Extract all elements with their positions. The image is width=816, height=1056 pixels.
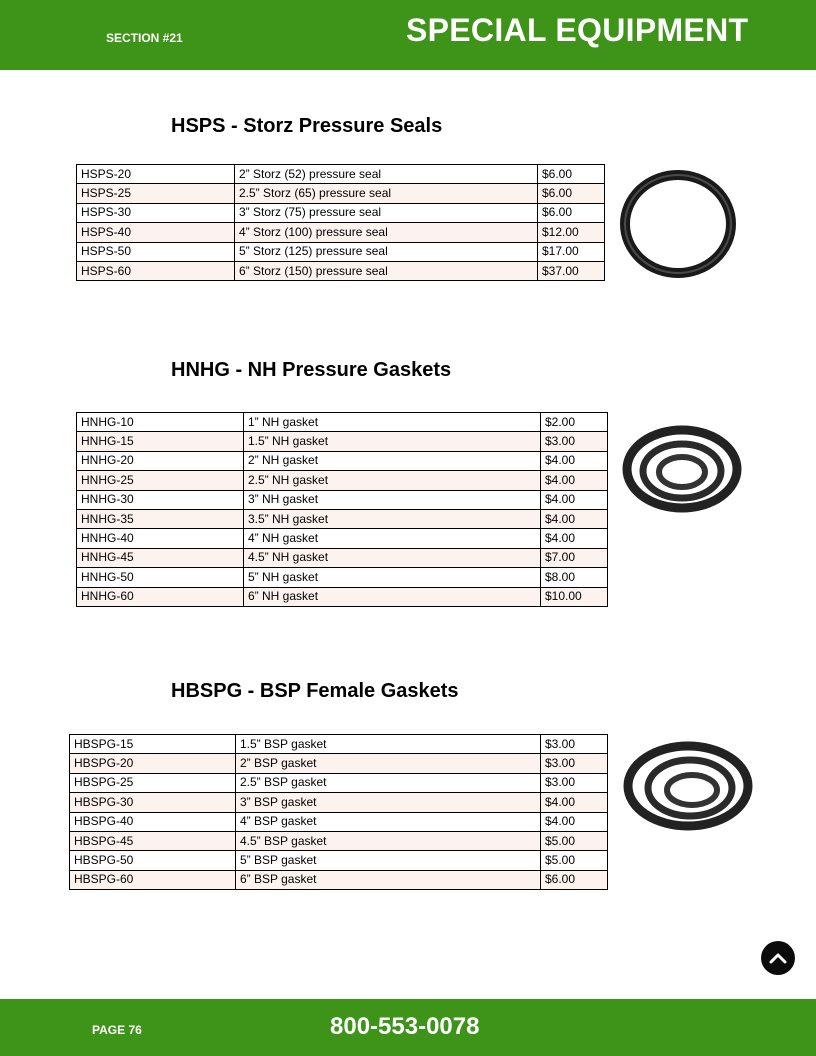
chevron-up-icon bbox=[769, 952, 787, 964]
table-row bbox=[70, 754, 608, 773]
product-code-cell: HNHG-60 bbox=[77, 587, 244, 606]
description-cell: 1.5” BSP gasket bbox=[236, 735, 541, 754]
price-cell: $5.00 bbox=[541, 851, 608, 870]
price-cell: $8.00 bbox=[541, 568, 608, 587]
price-cell: $2.00 bbox=[541, 413, 608, 432]
price-cell: $17.00 bbox=[538, 242, 605, 261]
price-cell: $4.00 bbox=[541, 471, 608, 490]
price-cell: $5.00 bbox=[541, 831, 608, 850]
description-cell: 6” NH gasket bbox=[244, 587, 541, 606]
product-code-cell: HBSPG-15 bbox=[70, 735, 236, 754]
price-cell: $7.00 bbox=[541, 548, 608, 567]
product-code-cell: HBSPG-50 bbox=[70, 851, 236, 870]
description-cell: 2” NH gasket bbox=[244, 451, 541, 470]
product-code-cell: HSPS-30 bbox=[77, 203, 235, 222]
price-table-body bbox=[77, 165, 605, 281]
page-number: PAGE 76 bbox=[92, 1023, 142, 1037]
product-code-cell: HBSPG-20 bbox=[70, 754, 236, 773]
description-cell: 2” BSP gasket bbox=[236, 754, 541, 773]
price-cell: $6.00 bbox=[541, 870, 608, 889]
price-cell: $3.00 bbox=[541, 432, 608, 451]
page-footer bbox=[0, 999, 816, 1056]
table-row bbox=[70, 793, 608, 812]
table-row bbox=[77, 261, 605, 280]
description-cell: 5” NH gasket bbox=[244, 568, 541, 587]
table-row bbox=[77, 587, 608, 606]
description-cell: 2” Storz (52) pressure seal bbox=[235, 165, 538, 184]
product-code-cell: HBSPG-30 bbox=[70, 793, 236, 812]
description-cell: 1” NH gasket bbox=[244, 413, 541, 432]
price-table-hbspg bbox=[69, 734, 608, 890]
table-row bbox=[70, 851, 608, 870]
table-row bbox=[77, 509, 608, 528]
page-header bbox=[0, 0, 816, 70]
product-code-cell: HNHG-50 bbox=[77, 568, 244, 587]
table-row bbox=[77, 413, 608, 432]
description-cell: 3” NH gasket bbox=[244, 490, 541, 509]
description-cell: 4” NH gasket bbox=[244, 529, 541, 548]
price-cell: $6.00 bbox=[538, 165, 605, 184]
product-code-cell: HBSPG-60 bbox=[70, 870, 236, 889]
section-number: SECTION #21 bbox=[106, 31, 183, 45]
product-code-cell: HNHG-20 bbox=[77, 451, 244, 470]
description-cell: 4” BSP gasket bbox=[236, 812, 541, 831]
product-code-cell: HSPS-40 bbox=[77, 223, 235, 242]
storz-seal-image bbox=[616, 164, 740, 280]
product-code-cell: HNHG-45 bbox=[77, 548, 244, 567]
page-title: SPECIAL EQUIPMENT bbox=[406, 12, 749, 48]
product-code-cell: HBSPG-25 bbox=[70, 773, 236, 792]
product-code-cell: HNHG-30 bbox=[77, 490, 244, 509]
table-row bbox=[70, 870, 608, 889]
table-row bbox=[77, 451, 608, 470]
description-cell: 4.5” BSP gasket bbox=[236, 831, 541, 850]
product-code-cell: HNHG-15 bbox=[77, 432, 244, 451]
price-cell: $6.00 bbox=[538, 184, 605, 203]
description-cell: 2.5” Storz (65) pressure seal bbox=[235, 184, 538, 203]
price-cell: $3.00 bbox=[541, 754, 608, 773]
table-row bbox=[77, 203, 605, 222]
price-cell: $12.00 bbox=[538, 223, 605, 242]
product-code-cell: HSPS-25 bbox=[77, 184, 235, 203]
product-code-cell: HBSPG-40 bbox=[70, 812, 236, 831]
table-row bbox=[70, 831, 608, 850]
product-code-cell: HNHG-40 bbox=[77, 529, 244, 548]
price-table-body bbox=[77, 413, 608, 607]
price-cell: $4.00 bbox=[541, 812, 608, 831]
description-cell: 5” Storz (125) pressure seal bbox=[235, 242, 538, 261]
product-code-cell: HSPS-60 bbox=[77, 261, 235, 280]
table-row bbox=[77, 432, 608, 451]
price-table-body bbox=[70, 735, 608, 890]
section-title-hnhg: HNHG - NH Pressure Gaskets bbox=[171, 359, 452, 381]
product-code-cell: HSPS-50 bbox=[77, 242, 235, 261]
price-cell: $4.00 bbox=[541, 529, 608, 548]
description-cell: 1.5” NH gasket bbox=[244, 432, 541, 451]
price-cell: $6.00 bbox=[538, 203, 605, 222]
table-row bbox=[77, 490, 608, 509]
price-cell: $3.00 bbox=[541, 735, 608, 754]
price-cell: $4.00 bbox=[541, 793, 608, 812]
product-code-cell: HNHG-35 bbox=[77, 509, 244, 528]
table-row bbox=[70, 735, 608, 754]
table-row bbox=[77, 548, 608, 567]
scroll-to-top-button[interactable] bbox=[761, 941, 795, 975]
bsp-gasket-image bbox=[622, 738, 756, 834]
phone-number[interactable]: 800-553-0078 bbox=[330, 1013, 480, 1040]
table-row bbox=[77, 529, 608, 548]
product-code-cell: HBSPG-45 bbox=[70, 831, 236, 850]
description-cell: 4.5” NH gasket bbox=[244, 548, 541, 567]
price-cell: $10.00 bbox=[541, 587, 608, 606]
description-cell: 3” BSP gasket bbox=[236, 793, 541, 812]
table-row bbox=[77, 471, 608, 490]
price-cell: $4.00 bbox=[541, 490, 608, 509]
description-cell: 3.5” NH gasket bbox=[244, 509, 541, 528]
table-row bbox=[77, 568, 608, 587]
price-cell: $4.00 bbox=[541, 509, 608, 528]
description-cell: 2.5” BSP gasket bbox=[236, 773, 541, 792]
table-row bbox=[70, 773, 608, 792]
nh-gasket-image bbox=[620, 420, 748, 516]
table-row bbox=[77, 165, 605, 184]
section-title-hbspg: HBSPG - BSP Female Gaskets bbox=[171, 680, 459, 702]
table-row bbox=[77, 184, 605, 203]
description-cell: 4” Storz (100) pressure seal bbox=[235, 223, 538, 242]
description-cell: 6” Storz (150) pressure seal bbox=[235, 261, 538, 280]
product-code-cell: HNHG-25 bbox=[77, 471, 244, 490]
table-row bbox=[77, 223, 605, 242]
description-cell: 6” BSP gasket bbox=[236, 870, 541, 889]
table-row bbox=[77, 242, 605, 261]
price-table-hnhg bbox=[76, 412, 608, 607]
price-cell: $4.00 bbox=[541, 451, 608, 470]
price-table-hsps bbox=[76, 164, 605, 281]
price-cell: $37.00 bbox=[538, 261, 605, 280]
description-cell: 5” BSP gasket bbox=[236, 851, 541, 870]
description-cell: 3” Storz (75) pressure seal bbox=[235, 203, 538, 222]
description-cell: 2.5” NH gasket bbox=[244, 471, 541, 490]
table-row bbox=[70, 812, 608, 831]
price-cell: $3.00 bbox=[541, 773, 608, 792]
section-title-hsps: HSPS - Storz Pressure Seals bbox=[171, 115, 443, 137]
product-code-cell: HNHG-10 bbox=[77, 413, 244, 432]
product-code-cell: HSPS-20 bbox=[77, 165, 235, 184]
